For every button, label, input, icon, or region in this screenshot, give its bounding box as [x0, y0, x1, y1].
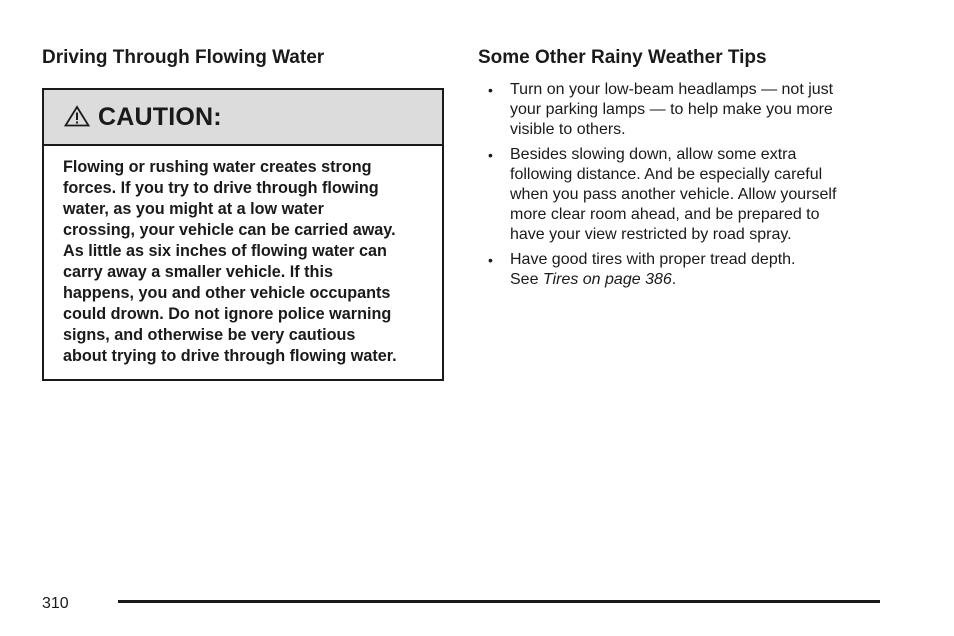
tip-line: more clear room ahead, and be prepared to [510, 206, 820, 223]
list-item [478, 250, 888, 290]
tip-line: when you pass another vehicle. Allow yourself [510, 186, 837, 203]
section-heading-rainy-tips: Some Other Rainy Weather Tips [478, 47, 767, 68]
caution-line: could drown. Do not ignore police warning [63, 305, 392, 323]
caution-line: forces. If you try to drive through flowing [63, 179, 379, 197]
caution-header [44, 90, 442, 146]
tips-list [478, 80, 888, 290]
tip-line: following distance. And be especially careful [510, 166, 823, 183]
caution-title: CAUTION: [98, 102, 222, 131]
tip-line: Turn on your low-beam headlamps — not just [510, 81, 834, 98]
tip-line: your parking lamps — to help make you more [510, 101, 833, 118]
bullet-icon: • [488, 82, 493, 98]
caution-line: water, as you might at a low water [63, 200, 324, 218]
caution-line: Flowing or rushing water creates strong [63, 158, 372, 176]
caution-line: signs, and otherwise be very cautious [63, 326, 356, 344]
left-column [42, 46, 444, 381]
right-column [478, 46, 888, 295]
page-number: 310 [42, 595, 69, 612]
tip-line: Have good tires with proper tread depth. [510, 251, 796, 268]
see-prefix: See [510, 271, 543, 288]
caution-line: about trying to drive through flowing water. [63, 347, 397, 365]
tip-line: visible to others. [510, 121, 626, 138]
list-item [478, 145, 888, 245]
section-heading-flowing-water: Driving Through Flowing Water [42, 47, 325, 68]
footer-rule [118, 600, 880, 603]
see-reference-line [510, 270, 888, 290]
caution-line: As little as six inches of flowing water can [63, 242, 387, 260]
caution-body [44, 146, 442, 379]
bullet-icon: • [488, 147, 493, 163]
tip-line: Besides slowing down, allow some extra [510, 146, 797, 163]
see-suffix: . [671, 271, 677, 288]
cross-reference-link[interactable]: Tires on page 386 [542, 271, 672, 288]
caution-line: carry away a smaller vehicle. If this [63, 263, 333, 281]
caution-line: crossing, your vehicle can be carried away. [63, 221, 396, 239]
bullet-icon: • [488, 252, 493, 268]
caution-box [42, 88, 444, 381]
list-item [478, 80, 888, 140]
caution-line: happens, you and other vehicle occupants [63, 284, 391, 302]
warning-triangle-icon [64, 107, 98, 127]
tip-line: have your view restricted by road spray. [510, 226, 792, 243]
